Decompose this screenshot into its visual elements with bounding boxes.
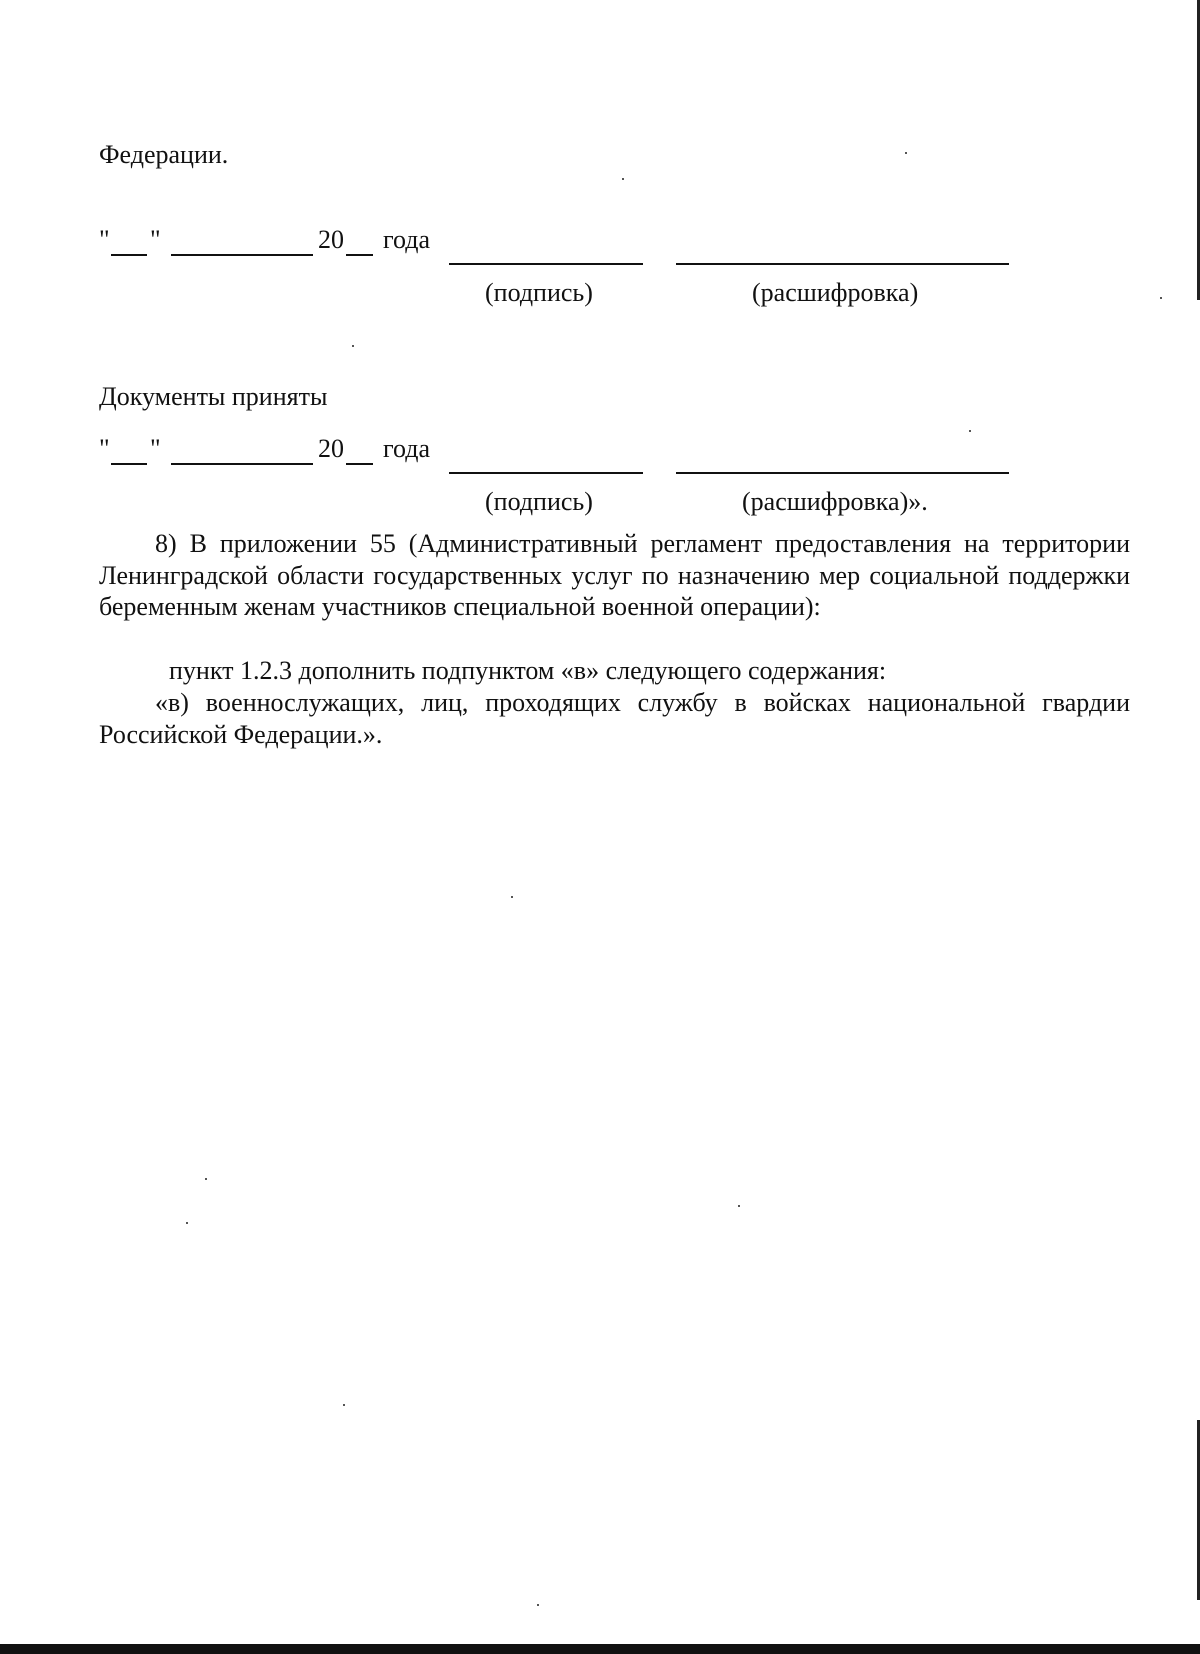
decryption-caption: (расшифровка)». [742, 487, 928, 516]
date-quote-close: " [150, 434, 161, 463]
signature-caption: (подпись) [485, 278, 593, 307]
year-suffix: года [383, 225, 431, 254]
scan-speck [537, 1604, 539, 1606]
scan-speck [186, 1222, 188, 1224]
scan-speck [1160, 297, 1162, 299]
continuation-text: Федерации. [99, 140, 229, 169]
paragraph-subitem: «в) военнослужащих, лиц, проходящих службу в войсках национальной гвардии Российской Федерации.». [99, 688, 1130, 749]
decryption-line [676, 263, 1009, 265]
accepted-label: Документы приняты [99, 382, 328, 411]
scan-speck [622, 178, 624, 180]
date-quote-close: " [150, 225, 161, 254]
scan-speck [343, 1404, 345, 1406]
year-blank-line [346, 463, 373, 465]
decryption-line [676, 472, 1009, 474]
year-blank-line [346, 254, 373, 256]
day-blank-line [111, 254, 147, 256]
year-prefix: 20 [318, 434, 344, 463]
scan-speck [738, 1205, 740, 1207]
scan-speck [969, 430, 971, 432]
year-suffix: года [383, 434, 431, 463]
scan-speck [205, 1178, 207, 1180]
scan-speck [511, 896, 513, 898]
signature-line [449, 472, 643, 474]
scan-speck [905, 152, 907, 154]
decryption-caption: (расшифровка) [752, 278, 919, 307]
scan-speck [352, 345, 354, 347]
scan-edge-bottom [0, 1644, 1200, 1654]
month-blank-line [171, 463, 313, 465]
signature-caption: (подпись) [485, 487, 593, 516]
date-quote-open: " [99, 225, 110, 254]
paragraph-item-8: 8) В приложении 55 (Административный регламент предоставления на территории Ленинградской области государственных услуг по назначению мер социальной поддержки беременным женам участников специальной военной операции): [99, 529, 1130, 621]
date-quote-open: " [99, 434, 110, 463]
year-prefix: 20 [318, 225, 344, 254]
paragraph-clause: пункт 1.2.3 дополнить подпунктом «в» следующего содержания: [169, 656, 887, 685]
signature-line [449, 263, 643, 265]
month-blank-line [171, 254, 313, 256]
day-blank-line [111, 463, 147, 465]
